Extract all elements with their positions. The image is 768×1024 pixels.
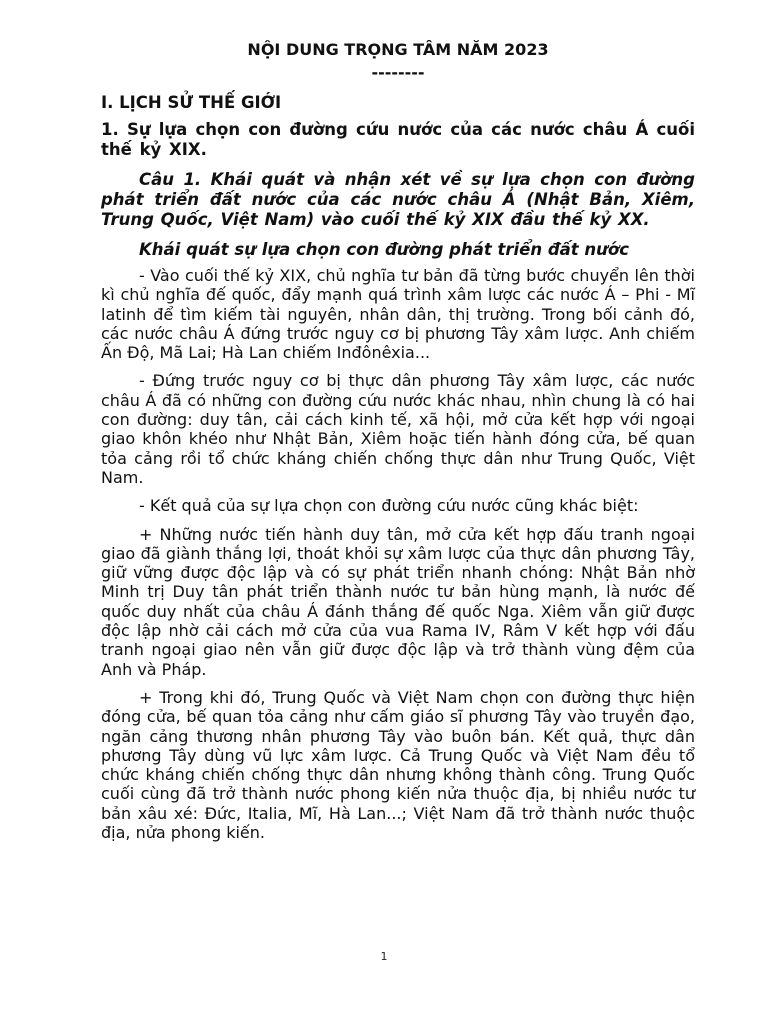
paragraph-results-intro: - Kết quả của sự lựa chọn con đường cứu nước cũng khác biệt: bbox=[139, 496, 639, 516]
paragraph-context: - Vào cuối thế kỷ XIX, chủ nghĩa tư bản đã từng bước chuyển lên thời kì chủ nghĩa đế quốc, đẩy mạnh quá trình xâm lược các nước Á – Phi - Mĩ latinh để tìm kiếm tài nguyên, nhân dân, thị trường. Trong bối cảnh đó, các nước châu Á đứng trước nguy cơ bị phương Tây xâm lược. Anh chiếm Ấn Độ, Mã Lai; Hà Lan chiếm Inđônêxia... bbox=[101, 266, 695, 363]
answer-subheading: Khái quát sự lựa chọn con đường phát triển đất nước bbox=[139, 240, 630, 259]
subsection-heading: 1. Sự lựa chọn con đường cứu nước của các nước châu Á cuối thế kỷ XIX. bbox=[101, 120, 695, 159]
question-heading: Câu 1. Khái quát và nhận xét về sự lựa chọn con đường phát triển đất nước của các nước châu Á (Nhật Bản, Xiêm, Trung Quốc, Việt Nam) vào cuối thế kỷ XIX đầu thế kỷ XX. bbox=[101, 170, 695, 229]
page-number: 1 bbox=[380, 950, 388, 963]
paragraph-reform-result: + Những nước tiến hành duy tân, mở cửa kết hợp đấu tranh ngoại giao đã giành thắng lợi, thoát khỏi sự xâm lược của thực dân phương Tây, giữ vững được độc lập và có sự phát triển nhanh chóng: Nhật Bản nhờ Minh trị Duy tân phát triển thành nước tư bản hùng mạnh, là nước đế quốc duy nhất của châu Á đánh thắng đế quốc Nga. Xiêm vẫn giữ được độc lập nhờ cải cách mở cửa của vua Rama IV, Râm V kết hợp với đấu tranh ngoại giao nên vẫn giữ được độc lập và trở thành vùng đệm của Anh và Pháp. bbox=[101, 524, 695, 679]
title-separator: -------- bbox=[371, 63, 425, 82]
paragraph-two-paths: - Đứng trước nguy cơ bị thực dân phương Tây xâm lược, các nước châu Á đã có những con đường cứu nước khác nhau, nhìn chung là có hai con đường: duy tân, cải cách kinh tế, xã hội, mở cửa kết hợp với ngoại giao khôn khéo như Nhật Bản, Xiêm hoặc tiến hành đóng cửa, bế quan tỏa cảng rồi tổ chức kháng chiến chống thực dân như Trung Quốc, Việt Nam. bbox=[101, 371, 695, 487]
paragraph-closed-door-result: + Trong khi đó, Trung Quốc và Việt Nam chọn con đường thực hiện đóng cửa, bế quan tỏa cảng như cấm giáo sĩ phương Tây vào truyền đạo, ngăn cảng thương nhân phương Tây vào buôn bán. Kết quả, thực dân phương Tây dùng vũ lực xâm lược. Cả Trung Quốc và Việt Nam đều tổ chức kháng chiến chống thực dân nhưng không thành công. Trung Quốc cuối cùng đã trở thành nước phong kiến nửa thuộc địa, bị nhiều nước tư bản xâu xé: Đức, Italia, Mĩ, Hà Lan...; Việt Nam đã trở thành nước thuộc địa, nửa phong kiến. bbox=[101, 687, 695, 843]
document-page bbox=[101, 38, 695, 851]
section-heading: I. LỊCH SỬ THẾ GIỚI bbox=[101, 93, 282, 112]
document-title: NỘI DUNG TRỌNG TÂM NĂM 2023 bbox=[247, 40, 549, 59]
